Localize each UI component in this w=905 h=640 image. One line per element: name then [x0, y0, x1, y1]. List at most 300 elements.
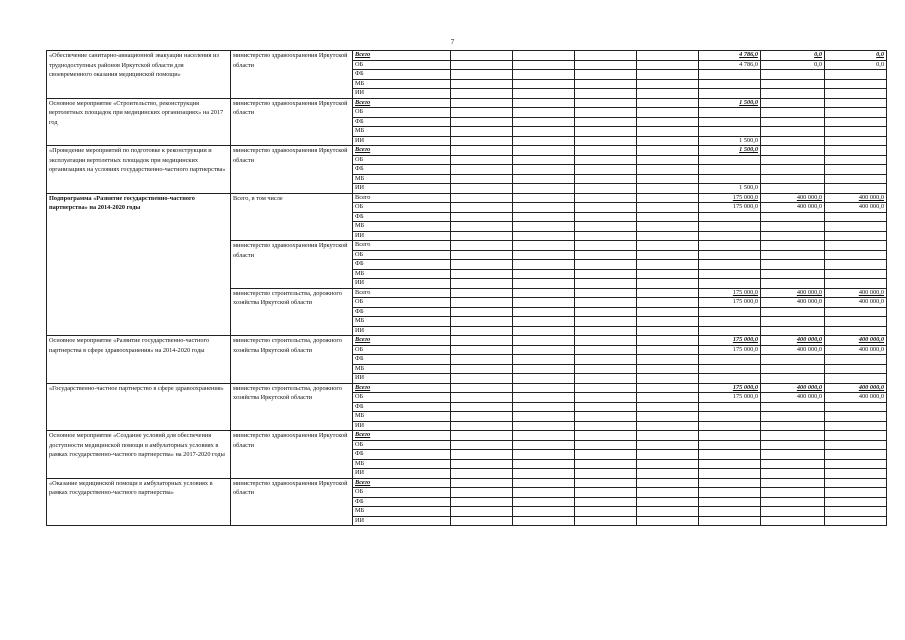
amount-cell — [513, 136, 575, 146]
amount-cell — [451, 70, 513, 80]
amount-cell: 400 000,0 — [825, 298, 887, 308]
measure-name: Подпрограмма «Развитие государственно-частного партнерства» на 2014-2020 годы — [47, 193, 231, 336]
amount-cell — [513, 222, 575, 232]
amount-cell — [637, 165, 699, 175]
amount-cell — [825, 478, 887, 488]
amount-cell — [761, 70, 825, 80]
funding-table — [46, 50, 887, 526]
funding-source: Всего — [353, 478, 451, 488]
amount-cell: 175 000,0 — [699, 193, 761, 203]
amount-cell — [637, 117, 699, 127]
funding-source: МБ — [353, 79, 451, 89]
amount-cell — [575, 469, 637, 479]
amount-cell — [513, 89, 575, 99]
amount-cell — [699, 497, 761, 507]
amount-cell — [699, 250, 761, 260]
amount-cell — [699, 364, 761, 374]
amount-cell — [637, 51, 699, 61]
funding-source: ИИ — [353, 89, 451, 99]
amount-cell — [761, 98, 825, 108]
amount-cell — [761, 127, 825, 137]
amount-cell — [699, 317, 761, 327]
amount-cell — [513, 250, 575, 260]
amount-cell — [451, 478, 513, 488]
amount-cell — [451, 307, 513, 317]
funding-source: ФБ — [353, 355, 451, 365]
amount-cell — [451, 345, 513, 355]
measure-name: «Государственно-частное партнерство в сфере здравоохранения» — [47, 383, 231, 431]
page-number: 7 — [450, 38, 455, 46]
amount-cell — [513, 326, 575, 336]
amount-cell — [575, 117, 637, 127]
amount-cell — [699, 326, 761, 336]
funding-source: МБ — [353, 507, 451, 517]
amount-cell — [513, 364, 575, 374]
amount-cell — [637, 516, 699, 526]
amount-cell — [513, 260, 575, 270]
amount-cell — [637, 127, 699, 137]
amount-cell — [637, 298, 699, 308]
amount-cell — [825, 241, 887, 251]
amount-cell: 0,0 — [761, 60, 825, 70]
amount-cell: 1 500,0 — [699, 184, 761, 194]
table-row — [47, 478, 887, 488]
amount-cell — [637, 250, 699, 260]
amount-cell — [575, 241, 637, 251]
amount-cell — [513, 440, 575, 450]
amount-cell — [699, 79, 761, 89]
amount-cell — [513, 431, 575, 441]
amount-cell — [761, 364, 825, 374]
amount-cell — [825, 431, 887, 441]
amount-cell — [637, 79, 699, 89]
amount-cell — [637, 260, 699, 270]
amount-cell — [575, 402, 637, 412]
amount-cell — [637, 364, 699, 374]
amount-cell — [637, 146, 699, 156]
amount-cell — [513, 193, 575, 203]
amount-cell — [637, 174, 699, 184]
amount-cell — [451, 117, 513, 127]
amount-cell — [451, 450, 513, 460]
amount-cell — [451, 155, 513, 165]
amount-cell — [699, 222, 761, 232]
amount-cell — [699, 421, 761, 431]
amount-cell — [575, 60, 637, 70]
amount-cell — [761, 459, 825, 469]
amount-cell — [761, 212, 825, 222]
amount-cell — [575, 478, 637, 488]
amount-cell — [699, 516, 761, 526]
amount-cell — [761, 355, 825, 365]
amount-cell — [637, 70, 699, 80]
responsible-executor: министерство здравоохранения Иркутской области — [231, 98, 353, 146]
amount-cell — [825, 70, 887, 80]
amount-cell — [451, 488, 513, 498]
responsible-executor: министерство строительства, дорожного хозяйства Иркутской области — [231, 288, 353, 336]
amount-cell — [513, 317, 575, 327]
amount-cell — [761, 421, 825, 431]
amount-cell — [451, 497, 513, 507]
amount-cell — [699, 488, 761, 498]
funding-source: ФБ — [353, 402, 451, 412]
funding-source: ИИ — [353, 421, 451, 431]
amount-cell — [761, 402, 825, 412]
amount-cell: 400 000,0 — [825, 345, 887, 355]
funding-source: ИИ — [353, 326, 451, 336]
amount-cell — [637, 108, 699, 118]
amount-cell — [637, 184, 699, 194]
amount-cell — [513, 269, 575, 279]
amount-cell: 0,0 — [761, 51, 825, 61]
amount-cell — [451, 421, 513, 431]
amount-cell — [825, 516, 887, 526]
amount-cell — [699, 260, 761, 270]
amount-cell — [825, 184, 887, 194]
funding-source: ОБ — [353, 250, 451, 260]
amount-cell — [699, 117, 761, 127]
amount-cell — [637, 89, 699, 99]
amount-cell — [761, 231, 825, 241]
amount-cell — [513, 497, 575, 507]
amount-cell — [575, 193, 637, 203]
amount-cell — [699, 450, 761, 460]
amount-cell — [451, 241, 513, 251]
amount-cell — [699, 431, 761, 441]
amount-cell: 1 500,0 — [699, 98, 761, 108]
amount-cell — [451, 516, 513, 526]
amount-cell — [825, 440, 887, 450]
amount-cell — [825, 412, 887, 422]
amount-cell — [825, 79, 887, 89]
amount-cell — [637, 203, 699, 213]
amount-cell — [451, 383, 513, 393]
amount-cell — [451, 288, 513, 298]
amount-cell — [513, 79, 575, 89]
amount-cell: 175 000,0 — [699, 298, 761, 308]
amount-cell — [761, 174, 825, 184]
amount-cell — [575, 412, 637, 422]
amount-cell — [513, 355, 575, 365]
amount-cell: 175 000,0 — [699, 393, 761, 403]
amount-cell — [699, 155, 761, 165]
amount-cell — [513, 184, 575, 194]
amount-cell — [451, 108, 513, 118]
amount-cell — [637, 136, 699, 146]
amount-cell — [825, 231, 887, 241]
amount-cell — [575, 440, 637, 450]
funding-source: ОБ — [353, 60, 451, 70]
amount-cell — [761, 431, 825, 441]
amount-cell — [575, 70, 637, 80]
responsible-executor: министерство здравоохранения Иркутской области — [231, 146, 353, 194]
amount-cell — [575, 155, 637, 165]
amount-cell: 400 000,0 — [825, 193, 887, 203]
amount-cell: 400 000,0 — [825, 203, 887, 213]
amount-cell — [637, 374, 699, 384]
amount-cell — [825, 364, 887, 374]
amount-cell — [451, 440, 513, 450]
amount-cell — [575, 260, 637, 270]
amount-cell: 400 000,0 — [761, 193, 825, 203]
funding-source: ФБ — [353, 117, 451, 127]
amount-cell — [513, 402, 575, 412]
funding-source: ФБ — [353, 307, 451, 317]
amount-cell — [451, 60, 513, 70]
amount-cell — [825, 488, 887, 498]
amount-cell — [513, 412, 575, 422]
amount-cell — [825, 260, 887, 270]
amount-cell — [575, 298, 637, 308]
amount-cell — [513, 516, 575, 526]
amount-cell: 400 000,0 — [761, 298, 825, 308]
amount-cell: 1 500,0 — [699, 136, 761, 146]
amount-cell — [761, 146, 825, 156]
amount-cell — [513, 507, 575, 517]
funding-source: ФБ — [353, 497, 451, 507]
amount-cell — [825, 507, 887, 517]
funding-source: Всего — [353, 336, 451, 346]
amount-cell — [513, 174, 575, 184]
amount-cell — [699, 459, 761, 469]
amount-cell — [575, 317, 637, 327]
amount-cell — [637, 269, 699, 279]
amount-cell — [761, 250, 825, 260]
amount-cell — [451, 98, 513, 108]
amount-cell — [637, 336, 699, 346]
amount-cell — [699, 70, 761, 80]
amount-cell — [637, 60, 699, 70]
amount-cell — [451, 459, 513, 469]
amount-cell — [761, 241, 825, 251]
amount-cell: 400 000,0 — [825, 393, 887, 403]
amount-cell — [575, 146, 637, 156]
amount-cell — [637, 459, 699, 469]
amount-cell: 175 000,0 — [699, 383, 761, 393]
amount-cell — [575, 421, 637, 431]
amount-cell: 400 000,0 — [825, 383, 887, 393]
amount-cell — [575, 184, 637, 194]
amount-cell — [513, 383, 575, 393]
amount-cell — [637, 231, 699, 241]
amount-cell — [825, 307, 887, 317]
amount-cell — [637, 222, 699, 232]
amount-cell — [761, 260, 825, 270]
amount-cell — [513, 488, 575, 498]
amount-cell — [451, 364, 513, 374]
amount-cell — [451, 184, 513, 194]
amount-cell — [451, 146, 513, 156]
amount-cell — [451, 127, 513, 137]
amount-cell — [825, 108, 887, 118]
table-row — [47, 383, 887, 393]
amount-cell: 400 000,0 — [761, 345, 825, 355]
amount-cell — [575, 108, 637, 118]
responsible-executor: министерство здравоохранения Иркутской области — [231, 431, 353, 479]
amount-cell — [451, 203, 513, 213]
responsible-executor: министерство строительства, дорожного хозяйства Иркутской области — [231, 336, 353, 384]
amount-cell — [637, 431, 699, 441]
amount-cell — [761, 478, 825, 488]
amount-cell — [575, 165, 637, 175]
funding-source: МБ — [353, 317, 451, 327]
amount-cell — [825, 279, 887, 289]
amount-cell — [637, 478, 699, 488]
amount-cell — [699, 269, 761, 279]
amount-cell — [699, 165, 761, 175]
funding-source: ФБ — [353, 260, 451, 270]
funding-source: Всего — [353, 146, 451, 156]
amount-cell — [825, 402, 887, 412]
amount-cell — [513, 478, 575, 488]
amount-cell — [761, 117, 825, 127]
amount-cell — [699, 307, 761, 317]
amount-cell — [761, 497, 825, 507]
amount-cell — [637, 307, 699, 317]
amount-cell — [825, 450, 887, 460]
funding-source: Всего — [353, 98, 451, 108]
amount-cell — [825, 374, 887, 384]
amount-cell — [699, 89, 761, 99]
responsible-executor: министерство здравоохранения Иркутской области — [231, 241, 353, 289]
amount-cell: 175 000,0 — [699, 336, 761, 346]
funding-source: ОБ — [353, 393, 451, 403]
funding-source: ФБ — [353, 165, 451, 175]
amount-cell — [513, 298, 575, 308]
amount-cell — [699, 440, 761, 450]
amount-cell — [637, 355, 699, 365]
amount-cell — [575, 79, 637, 89]
amount-cell: 0,0 — [825, 51, 887, 61]
amount-cell: 400 000,0 — [761, 203, 825, 213]
amount-cell — [699, 212, 761, 222]
amount-cell — [513, 60, 575, 70]
amount-cell — [451, 212, 513, 222]
amount-cell — [699, 127, 761, 137]
funding-source: ОБ — [353, 203, 451, 213]
amount-cell — [513, 374, 575, 384]
amount-cell — [575, 450, 637, 460]
amount-cell — [513, 393, 575, 403]
amount-cell — [825, 212, 887, 222]
amount-cell — [761, 450, 825, 460]
amount-cell — [761, 374, 825, 384]
table-row — [47, 146, 887, 156]
responsible-executor: Всего, в том числе — [231, 193, 353, 241]
amount-cell — [513, 108, 575, 118]
amount-cell — [637, 155, 699, 165]
funding-source: МБ — [353, 127, 451, 137]
amount-cell — [761, 269, 825, 279]
amount-cell — [451, 298, 513, 308]
funding-source: ОБ — [353, 155, 451, 165]
amount-cell: 175 000,0 — [699, 203, 761, 213]
amount-cell — [699, 469, 761, 479]
funding-source: ИИ — [353, 516, 451, 526]
amount-cell — [699, 108, 761, 118]
amount-cell — [761, 507, 825, 517]
amount-cell — [761, 440, 825, 450]
amount-cell: 4 786,0 — [699, 51, 761, 61]
amount-cell — [699, 279, 761, 289]
amount-cell — [513, 241, 575, 251]
amount-cell — [575, 393, 637, 403]
amount-cell: 400 000,0 — [761, 383, 825, 393]
amount-cell — [451, 393, 513, 403]
amount-cell — [825, 136, 887, 146]
amount-cell — [575, 355, 637, 365]
amount-cell — [637, 393, 699, 403]
amount-cell — [451, 431, 513, 441]
amount-cell — [637, 193, 699, 203]
measure-name: Основное мероприятие «Развитие государственно-частного партнерства в сфере здравоохранения» на 2014-2020 годы — [47, 336, 231, 384]
amount-cell — [575, 174, 637, 184]
amount-cell — [825, 222, 887, 232]
amount-cell — [513, 336, 575, 346]
funding-source: ОБ — [353, 298, 451, 308]
amount-cell — [575, 51, 637, 61]
amount-cell — [513, 203, 575, 213]
amount-cell — [575, 250, 637, 260]
amount-cell — [761, 488, 825, 498]
amount-cell — [451, 79, 513, 89]
amount-cell: 1 500,0 — [699, 146, 761, 156]
amount-cell — [825, 269, 887, 279]
amount-cell: 0,0 — [825, 60, 887, 70]
funding-source: МБ — [353, 364, 451, 374]
funding-source: ОБ — [353, 108, 451, 118]
amount-cell: 400 000,0 — [825, 288, 887, 298]
amount-cell — [451, 412, 513, 422]
amount-cell — [575, 459, 637, 469]
amount-cell — [825, 459, 887, 469]
funding-source: Всего — [353, 383, 451, 393]
amount-cell — [575, 326, 637, 336]
amount-cell — [575, 307, 637, 317]
amount-cell — [699, 174, 761, 184]
amount-cell — [575, 345, 637, 355]
measure-name: «Оказание медицинской помощи в амбулаторных условиях в рамках государственно-частного партнерства» — [47, 478, 231, 526]
amount-cell — [825, 174, 887, 184]
amount-cell — [575, 269, 637, 279]
responsible-executor: министерство здравоохранения Иркутской области — [231, 478, 353, 526]
amount-cell — [761, 165, 825, 175]
amount-cell — [451, 231, 513, 241]
amount-cell — [451, 402, 513, 412]
responsible-executor: министерство здравоохранения Иркутской области — [231, 51, 353, 99]
amount-cell — [451, 336, 513, 346]
amount-cell — [575, 516, 637, 526]
amount-cell — [451, 222, 513, 232]
amount-cell — [761, 222, 825, 232]
amount-cell — [513, 450, 575, 460]
amount-cell — [575, 136, 637, 146]
table-row — [47, 193, 887, 203]
amount-cell — [513, 165, 575, 175]
amount-cell — [637, 326, 699, 336]
amount-cell — [513, 279, 575, 289]
measure-name: «Проведение мероприятий по подготовке к реконструкции и эксплуатации вертолетных площадок при медицинских организациях на условиях государственно-частного партнерства» — [47, 146, 231, 194]
amount-cell — [825, 469, 887, 479]
amount-cell — [761, 307, 825, 317]
amount-cell: 175 000,0 — [699, 345, 761, 355]
amount-cell — [575, 98, 637, 108]
amount-cell — [575, 203, 637, 213]
amount-cell — [513, 421, 575, 431]
amount-cell — [637, 241, 699, 251]
funding-source: ОБ — [353, 488, 451, 498]
amount-cell — [637, 450, 699, 460]
